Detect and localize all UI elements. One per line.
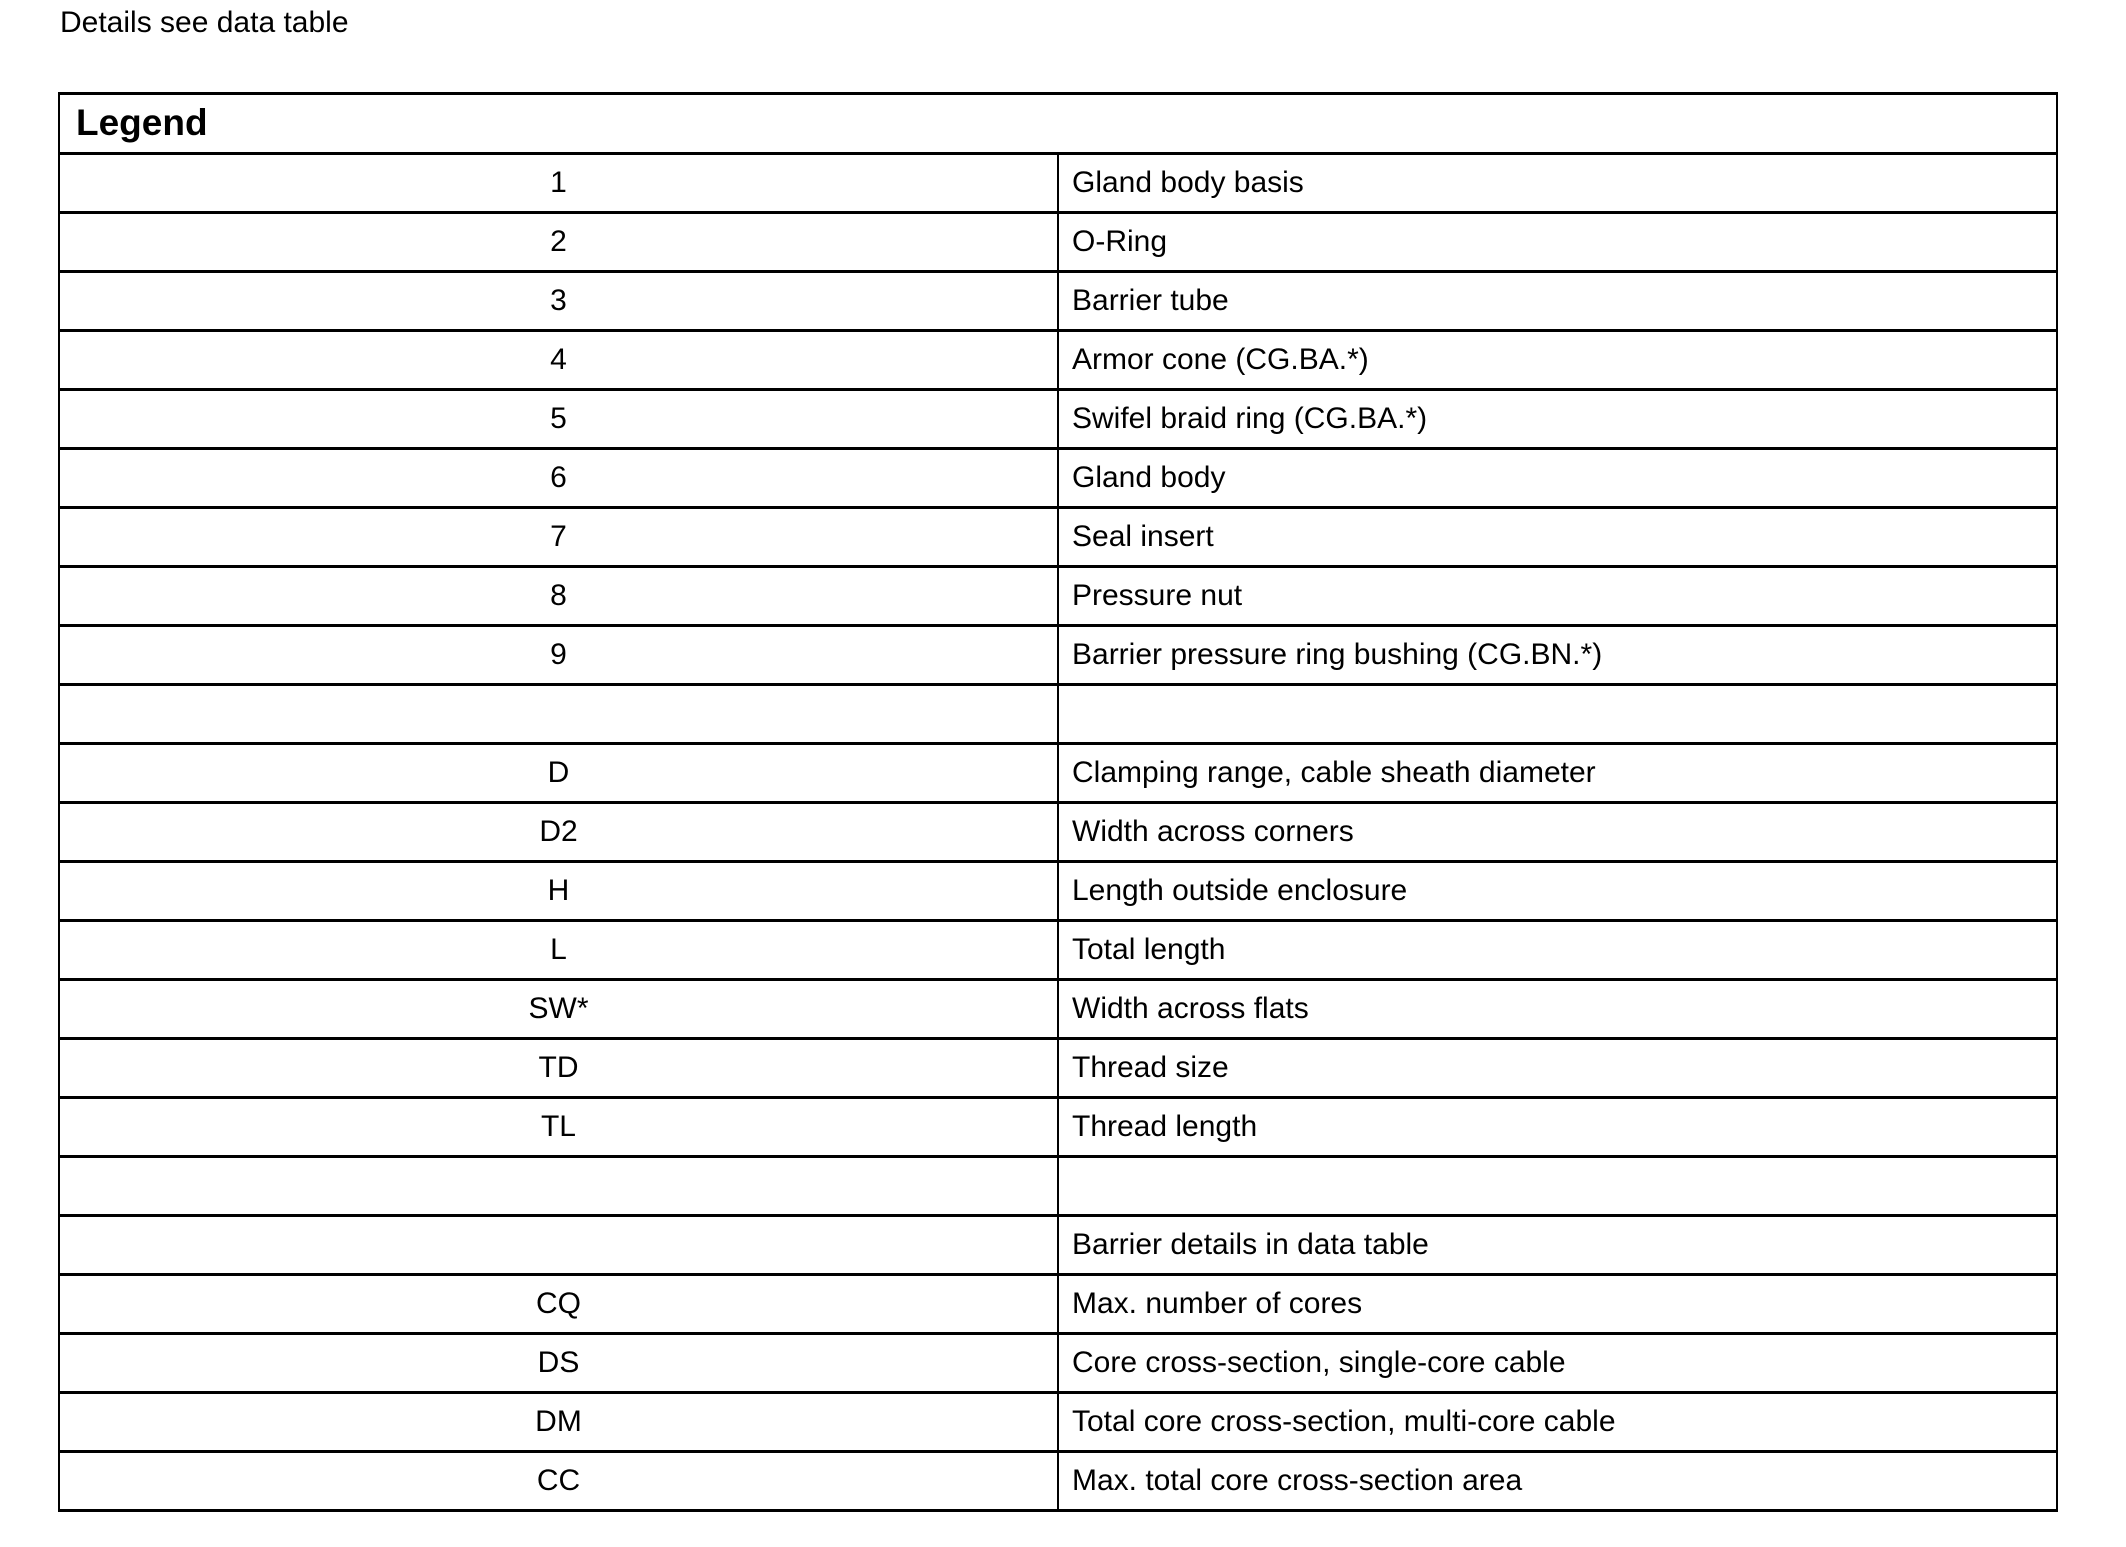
legend-key-cell: 7	[59, 508, 1058, 567]
legend-row	[59, 862, 2057, 921]
legend-table	[58, 92, 2058, 1512]
legend-key-cell: 2	[59, 213, 1058, 272]
legend-label-cell: Width across flats	[1058, 980, 2057, 1039]
legend-row	[59, 449, 2057, 508]
legend-row	[59, 1039, 2057, 1098]
legend-row	[59, 331, 2057, 390]
legend-key-cell: TD	[59, 1039, 1058, 1098]
legend-key-cell: SW*	[59, 980, 1058, 1039]
legend-label-cell: Max. total core cross-section area	[1058, 1452, 2057, 1511]
legend-row	[59, 1216, 2057, 1275]
legend-row	[59, 1275, 2057, 1334]
legend-row	[59, 803, 2057, 862]
legend-header	[59, 94, 2057, 154]
legend-row	[59, 213, 2057, 272]
legend-label-cell: Barrier pressure ring bushing (CG.BN.*)	[1058, 626, 2057, 685]
legend-key-cell	[59, 1157, 1058, 1216]
legend-key-cell: 9	[59, 626, 1058, 685]
legend-label-cell: Length outside enclosure	[1058, 862, 2057, 921]
legend-label-cell: Swifel braid ring (CG.BA.*)	[1058, 390, 2057, 449]
legend-row	[59, 1452, 2057, 1511]
legend-row	[59, 980, 2057, 1039]
legend-key-cell: H	[59, 862, 1058, 921]
legend-label-cell: Gland body	[1058, 449, 2057, 508]
legend-key-cell: DM	[59, 1393, 1058, 1452]
legend-row	[59, 1334, 2057, 1393]
legend-label-cell: Thread size	[1058, 1039, 2057, 1098]
legend-key-cell: 4	[59, 331, 1058, 390]
legend-key-cell: CQ	[59, 1275, 1058, 1334]
legend-label-cell: Total length	[1058, 921, 2057, 980]
legend-key-cell: D	[59, 744, 1058, 803]
legend-key-cell: 5	[59, 390, 1058, 449]
legend-row	[59, 626, 2057, 685]
legend-label-cell: Clamping range, cable sheath diameter	[1058, 744, 2057, 803]
legend-label-cell: Pressure nut	[1058, 567, 2057, 626]
legend-label-cell: O-Ring	[1058, 213, 2057, 272]
legend-label-cell: Max. number of cores	[1058, 1275, 2057, 1334]
legend-label-cell: Total core cross-section, multi-core cable	[1058, 1393, 2057, 1452]
legend-label-cell: Seal insert	[1058, 508, 2057, 567]
legend-row	[59, 508, 2057, 567]
legend-label-cell	[1058, 1157, 2057, 1216]
legend-row	[59, 685, 2057, 744]
legend-key-cell	[59, 1216, 1058, 1275]
legend-label-cell: Barrier tube	[1058, 272, 2057, 331]
legend-row	[59, 390, 2057, 449]
legend-key-cell: 6	[59, 449, 1058, 508]
legend-key-cell: 8	[59, 567, 1058, 626]
legend-key-cell: DS	[59, 1334, 1058, 1393]
legend-key-cell	[59, 685, 1058, 744]
legend-row	[59, 1157, 2057, 1216]
legend-row	[59, 921, 2057, 980]
legend-label-cell: Gland body basis	[1058, 154, 2057, 213]
legend-key-cell: 3	[59, 272, 1058, 331]
legend-row	[59, 154, 2057, 213]
legend-title: Legend	[76, 101, 208, 143]
legend-row	[59, 1393, 2057, 1452]
legend-key-cell: D2	[59, 803, 1058, 862]
legend-label-cell: Armor cone (CG.BA.*)	[1058, 331, 2057, 390]
legend-row	[59, 744, 2057, 803]
legend-label-cell: Core cross-section, single-core cable	[1058, 1334, 2057, 1393]
legend-key-cell: 1	[59, 154, 1058, 213]
legend-key-cell: TL	[59, 1098, 1058, 1157]
legend-row	[59, 272, 2057, 331]
details-note: Details see data table	[60, 6, 349, 39]
legend-row	[59, 567, 2057, 626]
legend-label-cell	[1058, 685, 2057, 744]
legend-row	[59, 1098, 2057, 1157]
legend-title-row	[59, 94, 2057, 154]
legend-label-cell: Width across corners	[1058, 803, 2057, 862]
legend-rows	[59, 154, 2057, 1511]
legend-key-cell: CC	[59, 1452, 1058, 1511]
legend-label-cell: Barrier details in data table	[1058, 1216, 2057, 1275]
legend-label-cell: Thread length	[1058, 1098, 2057, 1157]
legend-key-cell: L	[59, 921, 1058, 980]
